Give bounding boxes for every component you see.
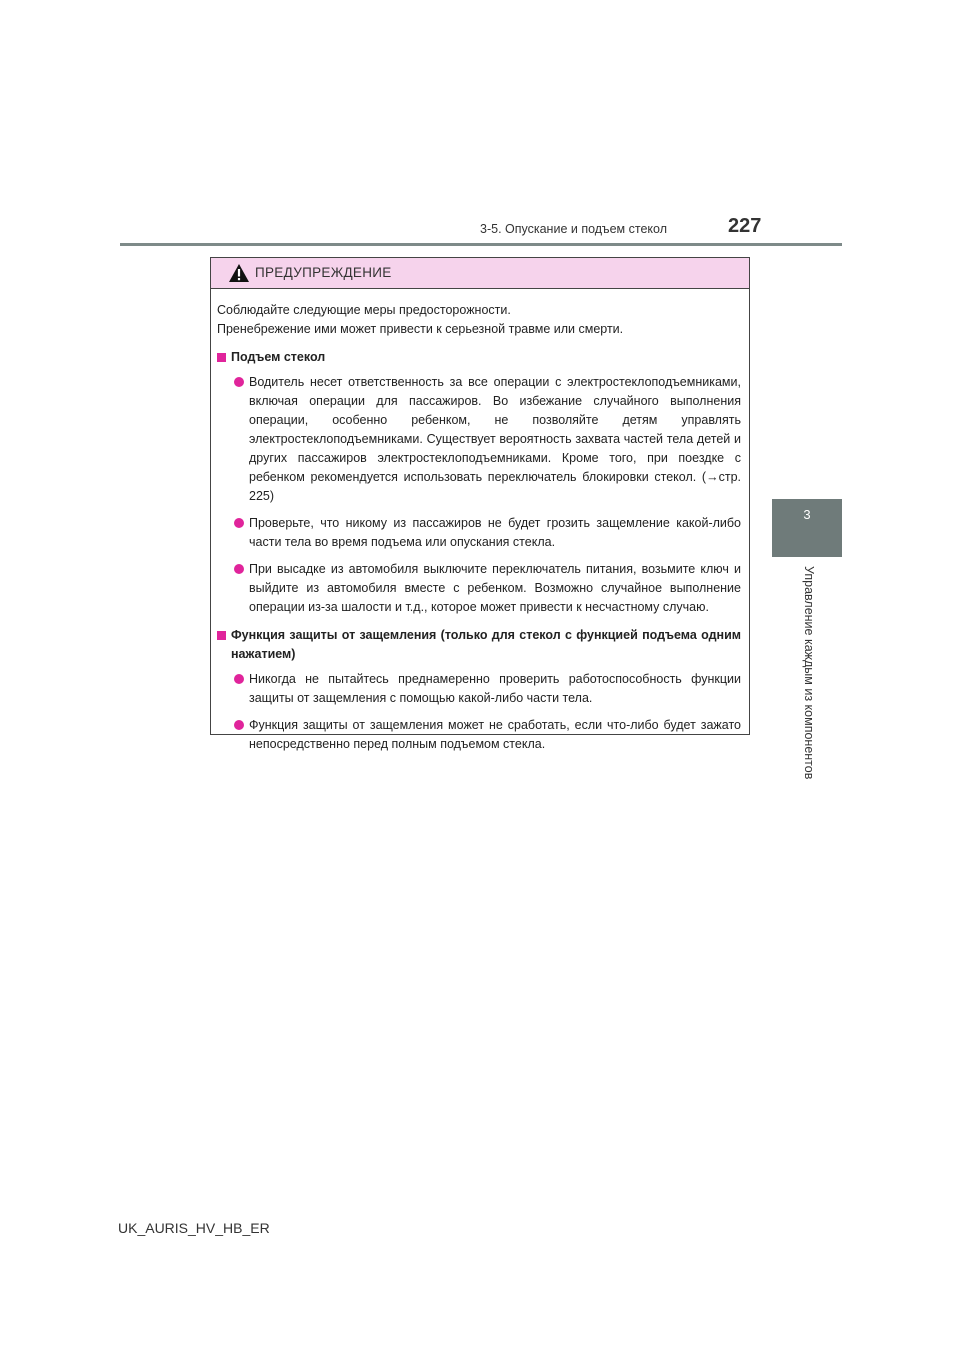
chapter-number: 3 [803,507,811,522]
round-bullet-icon [234,564,244,574]
section-heading-text: Подъем стекол [231,350,326,364]
round-bullet-icon [234,674,244,684]
warning-box [210,257,750,751]
list-item-text: Никогда не пытайтесь преднамеренно проверить работоспособность функции защиты от защемления с помощью какой-либо части тела. [249,672,741,705]
list-item [217,373,741,506]
document-code: UK_AURIS_HV_HB_ER [118,1220,270,1236]
square-bullet-icon [217,631,226,640]
warning-body [211,289,749,754]
intro-line: Пренебрежение ими может привести к серьезной травме или смерти. [217,322,624,336]
list-item [217,560,741,617]
list-item [217,716,741,754]
round-bullet-icon [234,720,244,730]
round-bullet-icon [234,377,244,387]
round-bullet-icon [234,518,244,528]
section-window-raising [217,348,741,617]
section-jam-protection [217,626,741,754]
chapter-label: Управление каждым из компонентов [802,566,816,780]
section-heading [217,348,741,367]
warning-intro [217,301,741,339]
chapter-tab [772,499,842,557]
list-item-text: Функция защиты от защемления может не сработать, если что-либо будет зажато непосредственно перед полным подъемом стекла. [249,718,741,751]
section-heading-text: Функция защиты от защемления (только для стекол с функцией подъема одним нажатием) [231,628,741,661]
list-item [217,670,741,708]
section-heading [217,626,741,664]
section-title: 3-5. Опускание и подъем стекол [480,222,667,236]
list-item-text: Проверьте, что никому из пассажиров не будет грозить защемление какой-либо части тела во время подъема или опускания стекла. [249,516,741,549]
list-item [217,514,741,552]
intro-line: Соблюдайте следующие меры предосторожности. [217,303,511,317]
warning-title: ПРЕДУПРЕЖДЕНИЕ [255,265,392,280]
square-bullet-icon [217,353,226,362]
list-item-text: Водитель несет ответственность за все операции с электростеклоподъемниками, включая операции для пассажиров. Во избежание случайного выполнения операции, особенно ребенком, не позволяйте детям управлять электростеклоподъемниками. Существует вероятность захвата частей тела детей и других пассажиров электростеклоподъемниками. Кроме того, при поездке с ребенком рекомендуется использовать переключатель блокировки стекол. (→стр. 225) [249,375,741,503]
header-rule [120,243,842,246]
page-number: 227 [728,215,762,237]
warning-triangle-icon [228,263,250,283]
list-item-text: При высадке из автомобиля выключите переключатель питания, возьмите ключ и выйдите из автомобиля вместе с ребенком. Возможно случайное выполнение операции из-за шалости и т.д., которое может привести к несчастному случаю. [249,562,741,614]
warning-header [211,258,749,289]
